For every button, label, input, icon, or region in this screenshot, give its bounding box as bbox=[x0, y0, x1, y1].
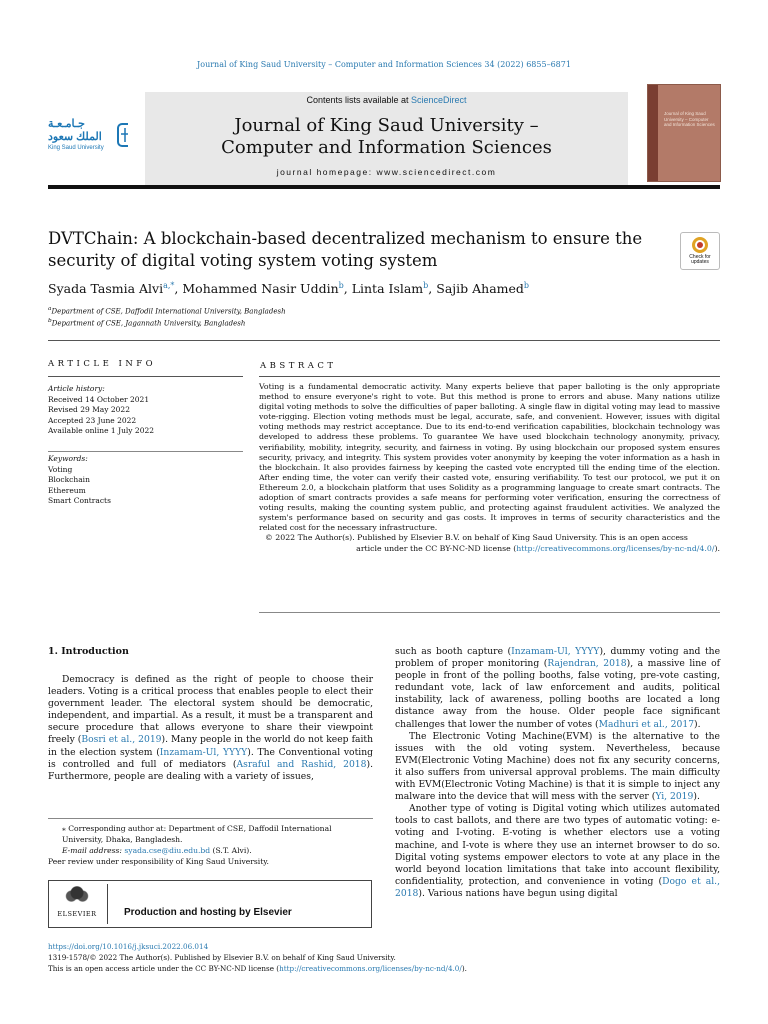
elsevier-divider bbox=[107, 884, 108, 924]
abstract-license bbox=[259, 544, 720, 554]
corresponding-author-note: ⁎ Corresponding author at: Department of CSE, Daffodil International University, Dhaka, Bangladesh. bbox=[62, 824, 332, 844]
email-line bbox=[48, 845, 373, 856]
cover-text: Journal of King Saud University – Computer and Information Sciences bbox=[664, 111, 715, 127]
author-list: Syada Tasmia Alvi$^{a,*}$, Mohammed Nasir Uddin$^b$, Linta Islam$^b$, Sajib Ahamed$^b$ bbox=[48, 281, 530, 297]
paper-title: DVTChain: A blockchain-based decentralized mechanism to ensure the security of digital voting system voting system bbox=[48, 229, 643, 270]
article-history bbox=[48, 384, 248, 437]
author-name: Sajib Ahamed bbox=[436, 281, 524, 297]
email-suffix: (S.T. Alvi). bbox=[210, 846, 252, 855]
text-run: ), dummy voting and the problem of proper monitoring ( bbox=[395, 646, 721, 670]
elsevier-tree-icon bbox=[63, 884, 91, 906]
section-rule bbox=[48, 340, 720, 341]
abstract-body bbox=[259, 382, 720, 554]
peer-review-note: Peer review under responsibility of King Saud University. bbox=[48, 857, 269, 866]
citation-link[interactable]: Asraful and Rashid, 2018 bbox=[236, 758, 367, 770]
author-affiliation-mark[interactable]: b bbox=[523, 281, 530, 290]
citation-link[interactable]: Inzamam-Ul, YYYY bbox=[159, 746, 248, 758]
license-suffix: ). bbox=[714, 543, 720, 553]
history-item: Available online 1 July 2022 bbox=[48, 426, 155, 435]
author-name: Mohammed Nasir Uddin bbox=[182, 281, 339, 297]
ksu-logo bbox=[48, 113, 128, 157]
author-affiliation-mark[interactable]: b bbox=[423, 281, 429, 290]
paragraph bbox=[48, 674, 373, 783]
check-for-updates-badge[interactable] bbox=[680, 232, 720, 270]
text-run: ). Furthermore, people are dealing with a variety of issues, bbox=[48, 758, 374, 782]
text-run: such as booth capture ( bbox=[395, 646, 512, 657]
history-label: Article history: bbox=[48, 384, 105, 393]
keyword: Blockchain bbox=[48, 475, 90, 484]
article-info-heading: ARTICLE INFO bbox=[48, 359, 157, 369]
production-hosting-text: Production and hosting by Elsevier bbox=[124, 907, 292, 918]
text-run: Another type of voting is Digital voting which utilizes automated tools to cast ballots, and there are two types of automatic voting: e-voting and I-voting. E-voting is whether electors use a voting machine, and I-vote is where they use an internet browser to do so. Digital voting systems empower electors to vote at any place in the world beyond location limitations that take into account flexibility, confidentiality, protection, and convenience in voting ( bbox=[395, 803, 720, 887]
text-run: ). The Conventional voting is controlled and full of mediators ( bbox=[48, 746, 373, 770]
text-run: ), a massive line of people in front of the polling booths, false voting, pre-vote casting, redundant vote, lack of law enforcement and audits, political instability, lack of awareness, polling booths are located a long distance away from the house. Older people face significant challenges that lower the number of votes ( bbox=[395, 658, 720, 730]
section-heading-introduction: 1. Introduction bbox=[48, 646, 129, 657]
footnote-rule bbox=[48, 818, 373, 819]
article-info-rule bbox=[48, 376, 243, 377]
keyword: Smart Contracts bbox=[48, 496, 111, 505]
journal-cover-image bbox=[647, 84, 721, 182]
author-name: Linta Islam bbox=[351, 281, 424, 297]
citation-link[interactable]: Bosri et al., 2019 bbox=[81, 734, 162, 746]
keywords-label: Keywords: bbox=[48, 454, 88, 463]
oa-suffix: ). bbox=[461, 964, 467, 973]
journal-title-line2: Computer and Information Sciences bbox=[221, 137, 552, 158]
email-label: E-mail address: bbox=[62, 846, 125, 855]
doi-link[interactable]: https://doi.org/10.1016/j.jksuci.2022.06.014 bbox=[48, 942, 209, 951]
oa-prefix: This is an open access article under the CC BY-NC-ND license ( bbox=[48, 964, 280, 973]
journal-title bbox=[145, 115, 628, 159]
journal-homepage[interactable]: journal homepage: www.sciencedirect.com bbox=[276, 167, 497, 177]
citation-link[interactable]: Dogo et al., 2018 bbox=[395, 875, 720, 899]
check-updates-icon bbox=[692, 237, 708, 253]
citation-link[interactable]: Rajendran, 2018 bbox=[547, 658, 627, 670]
text-run: ). bbox=[694, 718, 701, 730]
citation-link[interactable]: Madhuri et al., 2017 bbox=[598, 718, 695, 730]
keywords-rule bbox=[48, 451, 243, 452]
history-item: Accepted 23 June 2022 bbox=[48, 415, 137, 425]
citation-link[interactable]: Inzamam-Ul, YYYY bbox=[511, 646, 600, 657]
journal-citation[interactable]: Journal of King Saud University – Computer and Information Sciences 34 (2022) 6855–6871 bbox=[197, 60, 571, 69]
elsevier-logo-word: ELSEVIER bbox=[57, 910, 97, 918]
text-run: Democracy is defined as the right of people to choose their leaders. Voting is a critical process that enables people to elect their government leader. The electoral system should be democratic, independent, and impartial. As a result, it must be a transparent and secure procedure that allows everyone to share their viewpoint freely ( bbox=[48, 674, 373, 746]
author-affiliation-mark[interactable]: b bbox=[338, 281, 344, 290]
abstract-bottom-rule bbox=[259, 612, 720, 613]
open-access-line bbox=[48, 964, 467, 973]
license-prefix: article under the CC BY-NC-ND license ( bbox=[356, 543, 517, 553]
history-item: Revised 29 May 2022 bbox=[48, 405, 130, 414]
journal-title-line1: Journal of King Saud University – bbox=[234, 115, 539, 136]
cover-spine bbox=[648, 85, 658, 181]
author-affiliation-mark[interactable]: a,* bbox=[163, 281, 175, 290]
text-run: The Electronic Voting Machine(EVM) is the alternative to the issues with the old voting system. Nevertheless, because EVM(Electronic Voting Machine) does not fix any security concerns, it also suffers from universal approval problems. The main difficulty with EVM(Electronic Voting Machine) is that it is simple to inject any malware into the device that will mess with the server ( bbox=[395, 730, 720, 803]
ksu-logo-arabic: جـامـعـة الملك سعود bbox=[48, 118, 102, 144]
citation-link[interactable]: Yi, 2019 bbox=[655, 791, 694, 803]
text-run: ). Many people in the world do not keep faith in the election system ( bbox=[48, 734, 373, 758]
check-updates-text: Check for updates bbox=[689, 254, 711, 265]
affiliation-a bbox=[48, 306, 286, 315]
ksu-emblem-icon bbox=[116, 122, 128, 148]
oa-license-link[interactable]: http://creativecommons.org/licenses/by-nc-nd/4.0/ bbox=[279, 964, 462, 973]
keywords bbox=[48, 454, 248, 507]
ksu-logo-english: King Saud University bbox=[48, 144, 104, 151]
sciencedirect-link[interactable]: ScienceDirect bbox=[411, 95, 467, 105]
issn-line: 1319-1578/© 2022 The Author(s). Published by Elsevier B.V. on behalf of King Saud University. bbox=[48, 953, 396, 962]
affiliation-b bbox=[48, 318, 245, 327]
paragraph bbox=[395, 646, 720, 731]
abstract-copyright: © 2022 The Author(s). Published by Elsevier B.V. on behalf of King Saud University. This is an open access bbox=[265, 533, 688, 543]
paragraph bbox=[395, 731, 720, 804]
license-link[interactable]: http://creativecommons.org/licenses/by-nc-nd/4.0/ bbox=[516, 543, 715, 553]
abstract-heading: ABSTRACT bbox=[260, 361, 337, 371]
author-name: Syada Tasmia Alvi bbox=[48, 281, 164, 297]
affiliation-mark: a bbox=[48, 306, 52, 312]
contents-line bbox=[145, 95, 628, 105]
paragraph bbox=[395, 803, 720, 900]
abstract-rule bbox=[259, 376, 720, 377]
elsevier-logo bbox=[54, 884, 100, 922]
affiliation-text: Department of CSE, Daffodil International University, Bangladesh bbox=[51, 307, 286, 316]
keyword: Ethereum bbox=[48, 485, 86, 495]
affiliation-text: Department of CSE, Jagannath University, Bangladesh bbox=[51, 319, 246, 328]
keyword: Voting bbox=[48, 464, 73, 474]
abstract-text: Voting is a fundamental democratic activity. Many experts believe that paper balloting is the only appropriate method to ensure everyone's right to vote. But this method is prone to errors and abuse. Many nations utilize digital voting methods to solve the difficulties of paper balloting. A single flaw in digital voting may lead to massive vote-rigging. Election voting methods must be legal, accurate, safe, and convenient. However, issues with digital voting methods may restrict acceptance. Due to its end-to-end verification capabilities, blockchain technology was developed to address these problems. To guarantee We have used blockchain technology anonymity, privacy, verifiability, mobility, integrity, security, and fairness in voting. By using blockchain our proposed system ensures security, privacy, and integrity. This system provides voter anonymity by keeping the voter information as a hash in the blockchain. It also provides fairness by keeping the casted vote encrypted till the ending time of the election. After ending time, the voter can verify their casted vote, ensuring verifiability. To test our protocol, we put it on Ethereum 2.0, a blockchain platform that uses Solidity as a programming language to create smart contracts. The adoption of smart contracts provides a safe means for performing voter verification, ensuring the correctness of voting results, making the counting system public, and protecting against fraudulent activities. We analyzed the system's performance based on security and gas costs. It improves in terms of security characteristics and the related cost for the necessary infrastructure. bbox=[259, 382, 720, 533]
contents-prefix: Contents lists available at bbox=[306, 95, 412, 105]
text-run: ). Various nations have begun using digital bbox=[418, 887, 618, 899]
text-run: ). bbox=[693, 791, 700, 803]
email-link[interactable]: syada.cse@diu.edu.bd bbox=[124, 846, 211, 855]
affiliation-mark: b bbox=[48, 318, 52, 324]
body-column-right bbox=[395, 646, 720, 900]
footnote bbox=[48, 823, 373, 867]
history-item: Received 14 October 2021 bbox=[48, 394, 150, 404]
header-rule bbox=[48, 185, 720, 189]
body-column-left bbox=[48, 674, 373, 783]
